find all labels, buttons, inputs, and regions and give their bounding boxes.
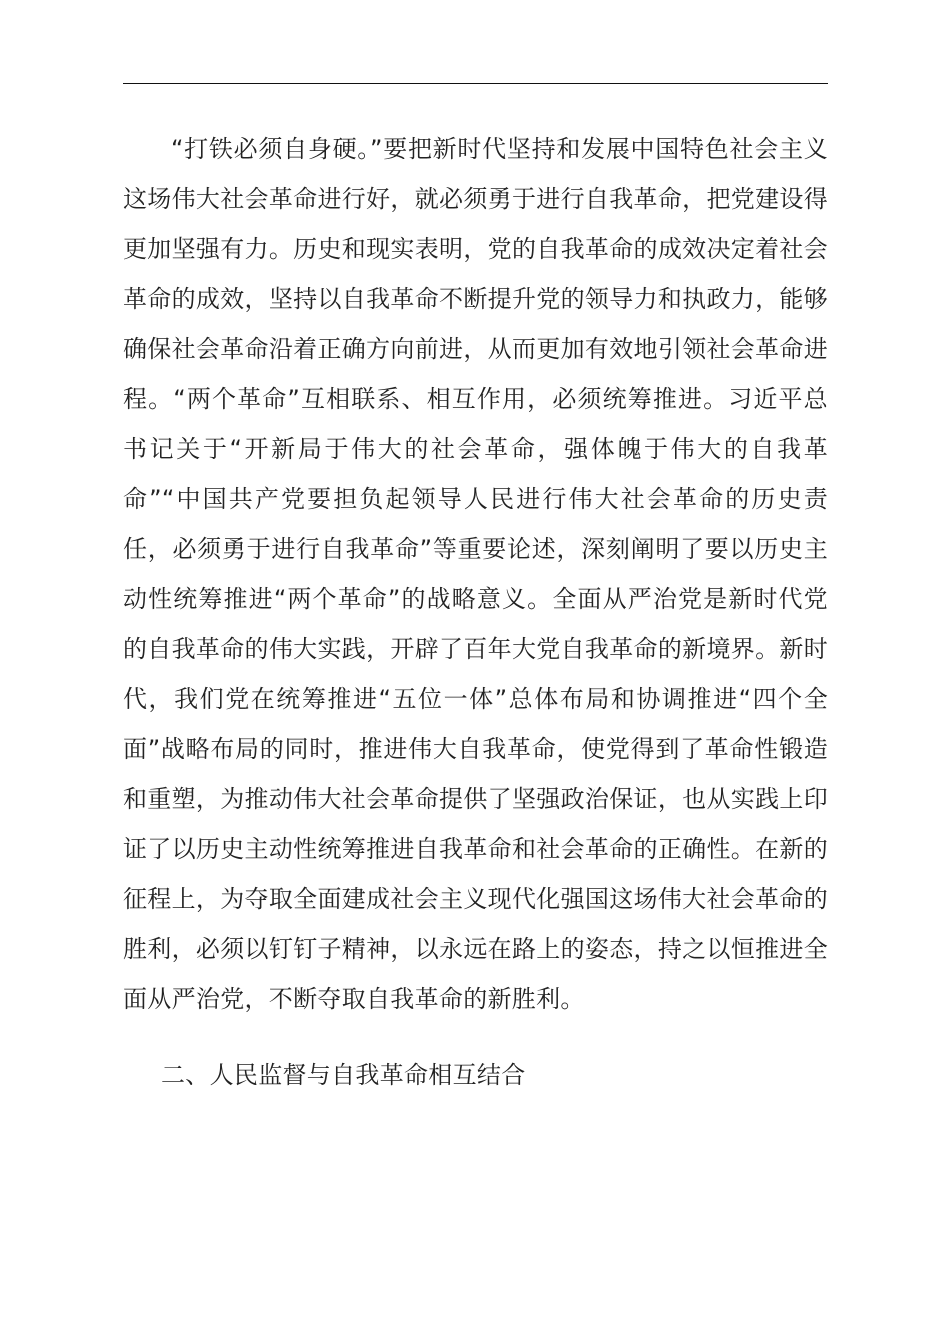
header-rule <box>123 83 828 84</box>
body-paragraph: “打铁必须自身硬。”要把新时代坚持和发展中国特色社会主义这场伟大社会革命进行好，就必须勇于进行自我革命，把党建设得更加坚强有力。历史和现实表明，党的自我革命的成效决定着社会革命的成效，坚持以自我革命不断提升党的领导力和执政力，能够确保社会革命沿着正确方向前进，从而更加有效地引领社会革命进程。“两个革命”互相联系、相互作用，必须统筹推进。习近平总书记关于“开新局于伟大的社会革命，强体魄于伟大的自我革命”“中国共产党要担负起领导人民进行伟大社会革命的历史责任，必须勇于进行自我革命”等重要论述，深刻阐明了要以历史主动性统筹推进“两个革命”的战略意义。全面从严治党是新时代党的自我革命的伟大实践，开辟了百年大党自我革命的新境界。新时代，我们党在统筹推进“五位一体”总体布局和协调推进“四个全面”战略布局的同时，推进伟大自我革命，使党得到了革命性锻造和重塑，为推动伟大社会革命提供了坚强政治保证，也从实践上印证了以历史主动性统筹推进自我革命和社会革命的正确性。在新的征程上，为夺取全面建成社会主义现代化强国这场伟大社会革命的胜利，必须以钉钉子精神，以永远在路上的姿态，持之以恒推进全面从严治党，不断夺取自我革命的新胜利。 <box>123 135 828 1013</box>
section-heading: 二、人民监督与自我革命相互结合 <box>161 1061 526 1089</box>
document-body <box>123 124 828 1100</box>
